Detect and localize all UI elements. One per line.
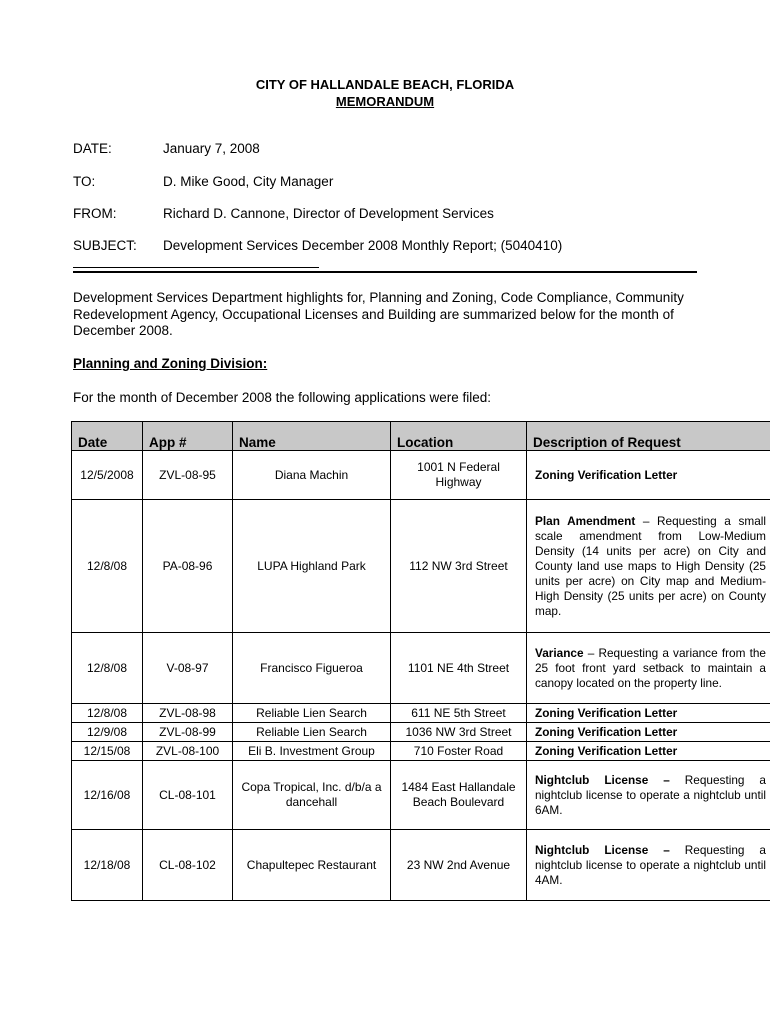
cell-location — [391, 742, 527, 761]
memo-heading: MEMORANDUM — [335, 94, 435, 109]
cell-app-number-text: CL-08-101 — [159, 787, 216, 802]
cell-date — [72, 633, 143, 704]
table-body — [72, 451, 770, 901]
cell-date — [72, 830, 143, 901]
cell-location — [391, 723, 527, 742]
cell-description — [527, 451, 770, 500]
cell-date-text: 12/8/08 — [86, 558, 128, 573]
table-row — [72, 633, 770, 704]
cell-date-text: 12/8/08 — [86, 660, 128, 675]
memo-org-title: CITY OF HALLANDALE BEACH, FLORIDA — [255, 77, 515, 92]
cell-app-number-text: CL-08-102 — [159, 857, 216, 872]
cell-name — [233, 451, 391, 500]
cell-app-number-text: ZVL-08-99 — [159, 724, 216, 739]
description-text: Requesting a nightclub license to operate a nightclub until 6AM. — [535, 772, 766, 817]
cell-name — [233, 761, 391, 830]
cell-description — [527, 704, 770, 723]
cell-name-text: Eli B. Investment Group — [248, 743, 375, 758]
cell-app-number — [143, 761, 233, 830]
divider-long — [73, 271, 697, 273]
description-title: Variance — [535, 645, 584, 660]
cell-location — [391, 704, 527, 723]
section-heading: Planning and Zoning Division: — [73, 356, 268, 371]
intro-paragraph: Development Services Department highlights for, Planning and Zoning, Code Compliance, Community Redevelopment Agency, Occupational Licenses and Building are summarized below for the month of December 2008. — [73, 290, 684, 338]
cell-app-number — [143, 723, 233, 742]
cell-app-number-text: ZVL-08-100 — [155, 743, 220, 758]
cell-name-text: Chapultepec Restaurant — [246, 857, 377, 872]
description-title: Plan Amendment — [535, 513, 636, 528]
cell-app-number — [143, 633, 233, 704]
cell-location-text: 1484 East Hallandale Beach Boulevard — [401, 780, 516, 809]
cell-description — [527, 500, 770, 633]
description-title: Nightclub License – — [535, 772, 670, 787]
cell-app-number-text: ZVL-08-95 — [159, 467, 216, 482]
description-text: – Requesting a variance from the 25 foot front yard setback to maintain a canopy located on the property line. — [535, 645, 766, 690]
cell-name — [233, 633, 391, 704]
cell-location — [391, 633, 527, 704]
applications-table — [71, 421, 770, 901]
date-label: DATE: — [73, 141, 112, 156]
cell-location-text: 1001 N Federal Highway — [417, 460, 500, 489]
cell-name — [233, 500, 391, 633]
cell-location-text: 611 NE 5th Street — [411, 705, 506, 720]
cell-app-number — [143, 830, 233, 901]
cell-date-text: 12/5/2008 — [80, 467, 134, 482]
cell-date — [72, 761, 143, 830]
table-row — [72, 704, 770, 723]
cell-location-text: 23 NW 2nd Avenue — [406, 857, 511, 872]
table-row — [72, 723, 770, 742]
cell-location-text: 1036 NW 3rd Street — [405, 724, 512, 739]
cell-date-text: 12/9/08 — [86, 724, 128, 739]
cell-name — [233, 830, 391, 901]
cell-app-number-text: ZVL-08-98 — [159, 705, 216, 720]
cell-app-number-text: PA-08-96 — [162, 558, 213, 573]
cell-date — [72, 723, 143, 742]
col-header-app: App # — [143, 422, 233, 451]
date-value: January 7, 2008 — [163, 141, 260, 156]
description-title: Zoning Verification Letter — [535, 743, 678, 758]
cell-app-number — [143, 704, 233, 723]
col-header-name: Name — [233, 422, 391, 451]
table-row — [72, 830, 770, 901]
cell-date-text: 12/15/08 — [83, 743, 131, 758]
cell-app-number — [143, 742, 233, 761]
cell-location-text: 1101 NE 4th Street — [407, 660, 510, 675]
description-text: Requesting a nightclub license to operate a nightclub until 4AM. — [535, 842, 766, 887]
cell-description — [527, 742, 770, 761]
cell-app-number — [143, 500, 233, 633]
table-row — [72, 500, 770, 633]
cell-location-text: 710 Foster Road — [413, 743, 504, 758]
cell-location — [391, 830, 527, 901]
cell-location — [391, 500, 527, 633]
cell-date-text: 12/18/08 — [83, 857, 131, 872]
cell-description — [527, 830, 770, 901]
cell-description — [527, 633, 770, 704]
cell-date-text: 12/16/08 — [83, 787, 131, 802]
table-header-row — [72, 422, 770, 451]
subject-value: Development Services December 2008 Monthly Report; (5040410) — [163, 238, 563, 253]
cell-location-text: 112 NW 3rd Street — [409, 558, 508, 573]
cell-name-text: Francisco Figueroa — [260, 660, 363, 675]
table-row — [72, 761, 770, 830]
description-title: Zoning Verification Letter — [535, 467, 678, 482]
col-header-location: Location — [391, 422, 527, 451]
cell-name-text: Diana Machin — [274, 467, 349, 482]
description-title: Nightclub License – — [535, 842, 670, 857]
cell-date — [72, 451, 143, 500]
col-header-date: Date — [72, 422, 143, 451]
cell-name — [233, 723, 391, 742]
lead-text: For the month of December 2008 the following applications were filed: — [73, 390, 491, 405]
cell-description — [527, 723, 770, 742]
table-row — [72, 451, 770, 500]
to-label: TO: — [73, 174, 96, 189]
subject-label: SUBJECT: — [73, 238, 137, 253]
cell-app-number-text: V-08-97 — [166, 660, 209, 675]
divider-short — [73, 267, 319, 268]
description-text: – Requesting a small scale amendment from Low-Medium Density (14 units per acre) on City and County land use maps to High Density (25 units per acre) on City map and Medium-High Density (25 units per acre) on County map. — [535, 513, 766, 618]
from-label: FROM: — [73, 206, 117, 221]
from-value: Richard D. Cannone, Director of Development Services — [163, 206, 494, 221]
cell-date-text: 12/8/08 — [86, 705, 128, 720]
cell-description — [527, 761, 770, 830]
description-title: Zoning Verification Letter — [535, 724, 678, 739]
cell-app-number — [143, 451, 233, 500]
cell-name — [233, 704, 391, 723]
cell-name-text: Copa Tropical, Inc. d/b/a a dancehall — [241, 780, 382, 809]
cell-date — [72, 742, 143, 761]
table-row — [72, 742, 770, 761]
cell-date — [72, 704, 143, 723]
cell-name-text: Reliable Lien Search — [256, 705, 367, 720]
cell-name-text: LUPA Highland Park — [257, 558, 366, 573]
cell-name-text: Reliable Lien Search — [256, 724, 367, 739]
cell-location — [391, 451, 527, 500]
description-title: Zoning Verification Letter — [535, 705, 678, 720]
col-header-description: Description of Request — [527, 422, 770, 451]
to-value: D. Mike Good, City Manager — [163, 174, 334, 189]
cell-location — [391, 761, 527, 830]
cell-date — [72, 500, 143, 633]
cell-name — [233, 742, 391, 761]
